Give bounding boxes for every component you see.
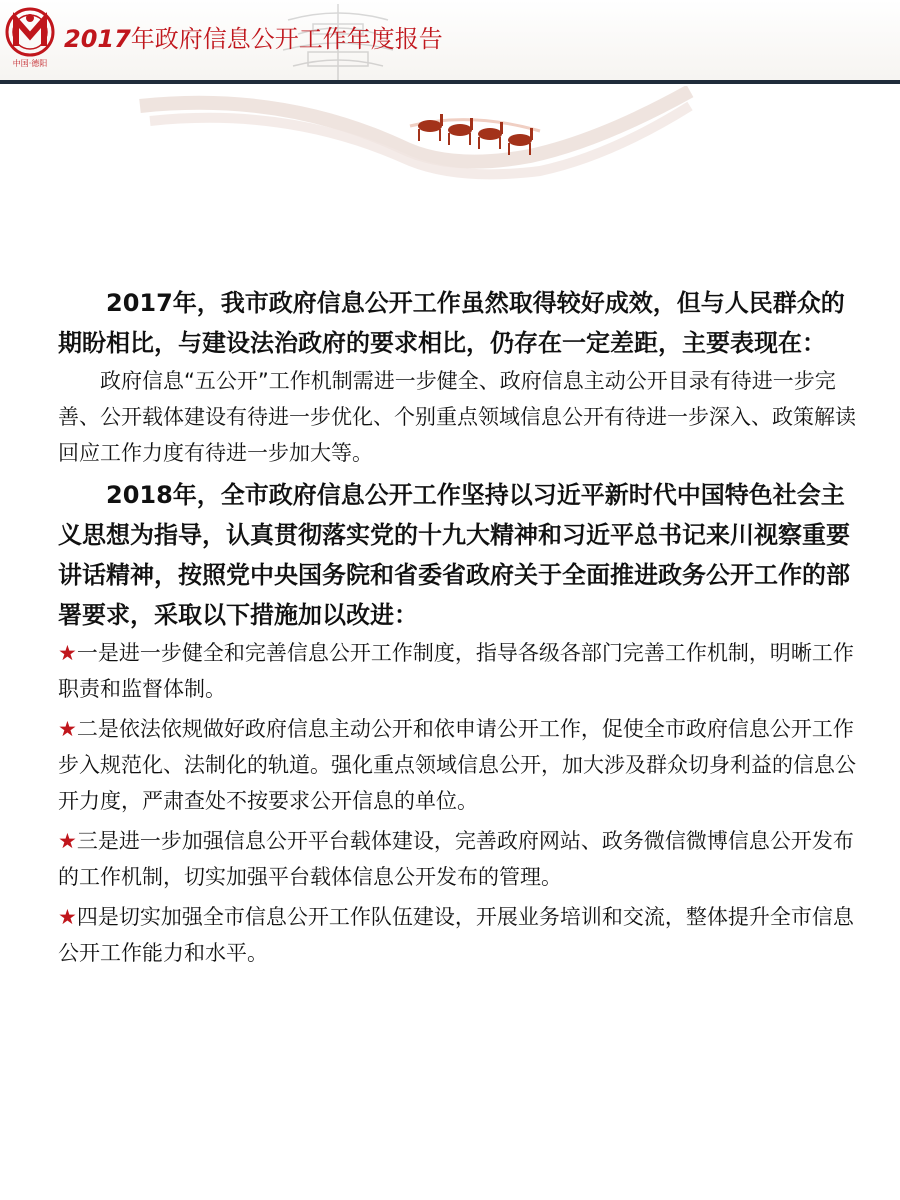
list-item: ★三是进一步加强信息公开平台载体建设，完善政府网站、政务微信微博信息公开发布的工作机制，切实加强平台载体信息公开发布的管理。	[58, 829, 854, 889]
report-title-text: 年政府信息公开工作年度报告	[130, 25, 443, 53]
paragraph-2018-plan: 2018年，全市政府信息公开工作坚持以习近平新时代中国特色社会主义思想为指导，认真贯彻落实党的十九大精神和习近平总书记来川视察重要讲话精神，按照党中央国务院和省委省政府关于全面推进政务公开工作的部署要求，采取以下措施加以改进：	[58, 481, 850, 629]
paragraph-2017-issues: 政府信息“五公开”工作机制需进一步健全、政府信息主动公开目录有待进一步完善、公开载体建设有待进一步优化、个别重点领域信息公开有待进一步深入、政策解读回应工作力度有待进一步加大等。	[58, 369, 856, 465]
list-item: ★一是进一步健全和完善信息公开工作制度，指导各级各部门完善工作机制，明晰工作职责和监督体制。	[58, 641, 854, 701]
list-item: ★四是切实加强全市信息公开工作队伍建设，开展业务培训和交流，整体提升全市信息公开工作能力和水平。	[58, 905, 854, 965]
star-icon: ★	[58, 829, 77, 853]
paragraph-2017-summary: 2017年，我市政府信息公开工作虽然取得较好成效，但与人民群众的期盼相比，与建设法治政府的要求相比，仍存在一定差距，主要表现在：	[58, 289, 845, 357]
camel-caravan-banner-icon	[130, 86, 700, 186]
header-divider	[0, 80, 900, 84]
star-icon: ★	[58, 717, 77, 741]
star-icon: ★	[58, 905, 77, 929]
page-header	[0, 0, 900, 80]
report-title	[64, 22, 443, 56]
list-item: ★二是依法依规做好政府信息主动公开和依申请公开工作，促使全市政府信息公开工作步入规范化、法制化的轨道。强化重点领域信息公开，加大涉及群众切身利益的信息公开力度，严肃查处不按要求公开信息的单位。	[58, 717, 856, 813]
report-content	[58, 283, 858, 975]
logo-caption: 中国·德阳	[12, 59, 48, 68]
report-title-year: 2017	[64, 25, 131, 53]
star-icon: ★	[58, 641, 77, 665]
